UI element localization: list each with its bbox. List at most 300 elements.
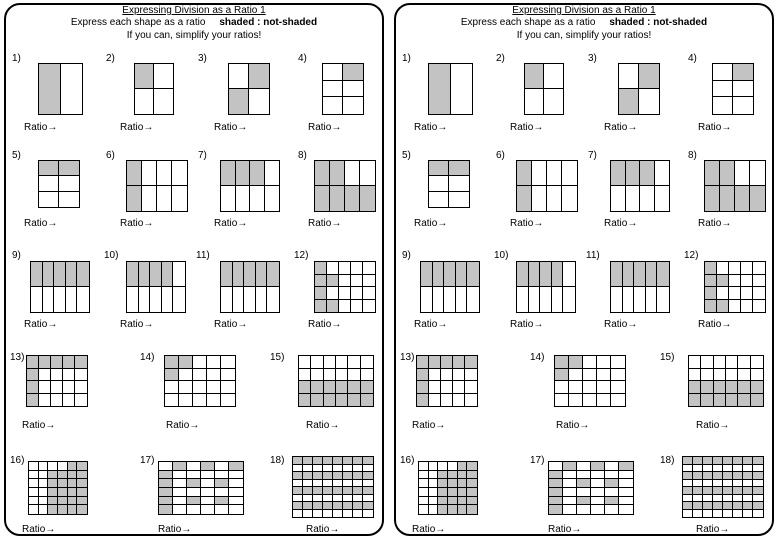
shaded-cell (324, 381, 336, 394)
question-number: 7) (198, 150, 207, 161)
shaded-cell (703, 487, 713, 495)
unshaded-cell (433, 287, 445, 312)
question-number: 15) (660, 352, 675, 363)
shaded-cell (569, 356, 583, 369)
unshaded-cell (311, 356, 323, 369)
unshaded-cell (165, 381, 179, 394)
unshaded-cell (229, 505, 243, 514)
shaded-cell (705, 287, 717, 300)
shaded-cell (39, 64, 61, 114)
shaded-cell (315, 300, 327, 313)
unshaded-cell (221, 356, 235, 369)
shaded-cell (293, 457, 303, 465)
unshaded-cell (221, 369, 235, 382)
unshaded-cell (51, 381, 63, 394)
unshaded-cell (221, 381, 235, 394)
shaded-cell (623, 262, 635, 287)
shaded-cell (343, 472, 353, 480)
shaded-cell (733, 472, 743, 480)
ratio-answer-label: Ratio→ (698, 319, 732, 330)
unshaded-cell (751, 356, 763, 369)
unshaded-cell (583, 381, 597, 394)
shaded-cell (743, 502, 753, 510)
shaded-cell (465, 356, 477, 369)
unshaded-cell (363, 287, 375, 300)
shaded-cell (467, 262, 479, 287)
shaded-cell (448, 471, 458, 480)
unshaded-cell (569, 381, 583, 394)
unshaded-cell (465, 394, 477, 407)
unshaded-cell (634, 287, 646, 312)
shaded-cell (417, 369, 429, 382)
shaded-cell (127, 161, 142, 186)
unshaded-cell (729, 262, 741, 275)
unshaded-cell (555, 394, 569, 407)
unshaded-cell (333, 480, 343, 488)
question-number: 12) (294, 250, 309, 261)
unshaded-cell (597, 381, 611, 394)
instructions-ratio-format: shaded : not-shaded (219, 17, 318, 28)
unshaded-cell (441, 369, 453, 382)
shaded-cell (336, 394, 348, 407)
shape-grid (228, 63, 270, 115)
unshaded-cell (135, 89, 154, 114)
shape-grid (516, 261, 576, 313)
shaded-cell (54, 262, 66, 287)
unshaded-cell (172, 186, 187, 211)
unshaded-cell (429, 497, 439, 506)
shaded-cell (66, 262, 78, 287)
shape-grid (126, 261, 186, 313)
shaded-cell (127, 262, 139, 287)
unshaded-cell (351, 287, 363, 300)
unshaded-cell (619, 497, 633, 506)
ratio-answer-label: Ratio→ (306, 420, 340, 431)
shaded-cell (705, 275, 717, 288)
shaded-cell (701, 381, 713, 394)
shaded-cell (215, 479, 229, 488)
shaded-cell (77, 497, 87, 506)
question-number: 9) (402, 250, 411, 261)
shaded-cell (458, 497, 468, 506)
ratio-answer-label: Ratio→ (604, 218, 638, 229)
shaded-cell (458, 505, 468, 514)
unshaded-cell (75, 369, 87, 382)
unshaded-cell (29, 462, 39, 471)
question-number: 1) (12, 53, 21, 64)
shaded-cell (244, 262, 256, 287)
unshaded-cell (207, 381, 221, 394)
unshaded-cell (419, 505, 429, 514)
unshaded-cell (303, 510, 313, 518)
unshaded-cell (327, 287, 339, 300)
simplify-instruction: If you can, simplify your ratios! (516, 30, 652, 41)
unshaded-cell (348, 369, 360, 382)
shaded-cell (723, 487, 733, 495)
question-number: 12) (684, 250, 699, 261)
ratio-answer-label: Ratio→ (120, 122, 154, 133)
shaded-cell (39, 356, 51, 369)
shaded-cell (27, 381, 39, 394)
unshaded-cell (66, 287, 78, 312)
shaded-cell (735, 186, 750, 211)
question-number: 8) (688, 150, 697, 161)
unshaded-cell (444, 287, 456, 312)
unshaded-cell (517, 287, 529, 312)
unshaded-cell (547, 161, 562, 186)
unshaded-cell (563, 505, 577, 514)
shaded-cell (48, 471, 58, 480)
unshaded-cell (729, 287, 741, 300)
shaded-cell (713, 502, 723, 510)
unshaded-cell (187, 505, 201, 514)
shaded-cell (303, 457, 313, 465)
shaded-cell (529, 262, 541, 287)
unshaded-cell (51, 394, 63, 407)
unshaded-cell (299, 369, 311, 382)
shaded-cell (330, 186, 345, 211)
ratio-answer-label: Ratio→ (604, 122, 638, 133)
unshaded-cell (465, 381, 477, 394)
ratio-answer-label: Ratio→ (556, 420, 590, 431)
unshaded-cell (221, 186, 236, 211)
unshaded-cell (221, 394, 235, 407)
shaded-cell (726, 394, 738, 407)
unshaded-cell (713, 465, 723, 473)
shaded-cell (714, 394, 726, 407)
unshaded-cell (193, 356, 207, 369)
unshaded-cell (713, 81, 733, 98)
unshaded-cell (429, 479, 439, 488)
shaded-cell (313, 457, 323, 465)
shaded-cell (703, 472, 713, 480)
unshaded-cell (640, 186, 655, 211)
shape-grid (688, 355, 764, 407)
shaded-cell (68, 488, 78, 497)
unshaded-cell (429, 471, 439, 480)
unshaded-cell (623, 287, 635, 312)
unshaded-cell (339, 287, 351, 300)
unshaded-cell (215, 462, 229, 471)
shaded-cell (333, 457, 343, 465)
unshaded-cell (583, 369, 597, 382)
unshaded-cell (193, 381, 207, 394)
unshaded-cell (187, 462, 201, 471)
unshaded-cell (605, 471, 619, 480)
unshaded-cell (733, 465, 743, 473)
unshaded-cell (127, 287, 139, 312)
shaded-cell (467, 505, 477, 514)
shaded-cell (343, 457, 353, 465)
unshaded-cell (429, 488, 439, 497)
unshaded-cell (39, 497, 49, 506)
unshaded-cell (207, 369, 221, 382)
unshaded-cell (611, 394, 625, 407)
unshaded-cell (429, 192, 449, 207)
shaded-cell (751, 381, 763, 394)
unshaded-cell (159, 462, 173, 471)
unshaded-cell (689, 356, 701, 369)
shaded-cell (640, 161, 655, 186)
shaded-cell (215, 497, 229, 506)
shaded-cell (713, 457, 723, 465)
unshaded-cell (429, 505, 439, 514)
unshaded-cell (429, 369, 441, 382)
instructions-line (396, 17, 772, 29)
unshaded-cell (229, 64, 249, 89)
shaded-cell (646, 262, 658, 287)
shaded-cell (467, 497, 477, 506)
shaded-cell (324, 394, 336, 407)
unshaded-cell (353, 465, 363, 473)
ratio-answer-label: Ratio→ (166, 420, 200, 431)
unshaded-cell (333, 495, 343, 503)
unshaded-cell (201, 497, 215, 506)
unshaded-cell (713, 97, 733, 114)
unshaded-cell (544, 64, 563, 89)
shaded-cell (743, 457, 753, 465)
unshaded-cell (611, 287, 623, 312)
unshaded-cell (597, 394, 611, 407)
question-number: 1) (402, 53, 411, 64)
shaded-cell (626, 161, 641, 186)
shaded-cell (723, 457, 733, 465)
ratio-answer-label: Ratio→ (510, 319, 544, 330)
unshaded-cell (39, 394, 51, 407)
shape-grid (704, 160, 766, 212)
unshaded-cell (741, 275, 753, 288)
unshaded-cell (351, 275, 363, 288)
ratio-answer-label: Ratio→ (306, 524, 340, 535)
unshaded-cell (324, 356, 336, 369)
shaded-cell (733, 487, 743, 495)
shaded-cell (165, 356, 179, 369)
simplify-instruction: If you can, simplify your ratios! (126, 30, 262, 41)
shaded-cell (723, 502, 733, 510)
question-number: 18) (660, 455, 675, 466)
shape-grid (126, 160, 188, 212)
unshaded-cell (150, 287, 162, 312)
shape-grid (420, 261, 480, 313)
unshaded-cell (562, 186, 577, 211)
shaded-cell (438, 488, 448, 497)
shaded-cell (77, 462, 87, 471)
unshaded-cell (363, 262, 375, 275)
unshaded-cell (429, 176, 449, 191)
unshaded-cell (717, 262, 729, 275)
unshaded-cell (693, 495, 703, 503)
unshaded-cell (429, 381, 441, 394)
unshaded-cell (221, 287, 233, 312)
shaded-cell (336, 381, 348, 394)
unshaded-cell (646, 287, 658, 312)
shaded-cell (159, 479, 173, 488)
unshaded-cell (139, 287, 151, 312)
unshaded-cell (569, 369, 583, 382)
worksheet-title: Expressing Division as a Ratio 1 (512, 5, 656, 16)
shaded-cell (327, 275, 339, 288)
shaded-cell (549, 488, 563, 497)
shaded-cell (159, 497, 173, 506)
shaded-cell (726, 381, 738, 394)
unshaded-cell (733, 495, 743, 503)
unshaded-cell (201, 479, 215, 488)
shaded-cell (705, 161, 720, 186)
unshaded-cell (723, 465, 733, 473)
unshaded-cell (173, 287, 185, 312)
shaded-cell (467, 471, 477, 480)
shaded-cell (591, 462, 605, 471)
ratio-answer-label: Ratio→ (308, 122, 342, 133)
shape-grid (298, 355, 374, 407)
shaded-cell (449, 161, 469, 176)
shape-grid (682, 456, 764, 518)
shaded-cell (348, 381, 360, 394)
shaded-cell (303, 472, 313, 480)
shape-grid (314, 261, 376, 313)
unshaded-cell (343, 510, 353, 518)
shaded-cell (448, 505, 458, 514)
unshaded-cell (419, 479, 429, 488)
unshaded-cell (193, 394, 207, 407)
shaded-cell (315, 262, 327, 275)
shape-grid (30, 261, 90, 313)
ratio-answer-label: Ratio→ (308, 218, 342, 229)
shaded-cell (293, 502, 303, 510)
shaded-cell (311, 381, 323, 394)
unshaded-cell (453, 381, 465, 394)
unshaded-cell (142, 186, 157, 211)
shape-grid (164, 355, 236, 407)
shaded-cell (293, 487, 303, 495)
unshaded-cell (343, 480, 353, 488)
question-number: 7) (588, 150, 597, 161)
shaded-cell (525, 64, 544, 89)
shaded-cell (343, 487, 353, 495)
ratio-answer-label: Ratio→ (24, 218, 58, 229)
unshaded-cell (419, 488, 429, 497)
shaded-cell (249, 64, 269, 89)
unshaded-cell (59, 192, 79, 207)
unshaded-cell (453, 369, 465, 382)
shaded-cell (139, 262, 151, 287)
unshaded-cell (729, 275, 741, 288)
unshaded-cell (58, 462, 68, 471)
unshaded-cell (323, 510, 333, 518)
shaded-cell (267, 262, 279, 287)
unshaded-cell (29, 471, 39, 480)
unshaded-cell (207, 356, 221, 369)
shape-grid (554, 355, 626, 407)
shaded-cell (458, 462, 468, 471)
unshaded-cell (348, 356, 360, 369)
shaded-cell (31, 262, 43, 287)
shaded-cell (345, 186, 360, 211)
unshaded-cell (563, 287, 575, 312)
shaded-cell (360, 186, 375, 211)
unshaded-cell (229, 488, 243, 497)
ratio-answer-label: Ratio→ (412, 420, 446, 431)
unshaded-cell (735, 161, 750, 186)
unshaded-cell (743, 480, 753, 488)
unshaded-cell (441, 394, 453, 407)
shaded-cell (683, 487, 693, 495)
shaded-cell (549, 479, 563, 488)
unshaded-cell (438, 462, 448, 471)
shape-grid (548, 461, 634, 515)
shaded-cell (27, 356, 39, 369)
shaded-cell (256, 262, 268, 287)
unshaded-cell (39, 176, 59, 191)
shaded-cell (458, 471, 468, 480)
unshaded-cell (453, 394, 465, 407)
shaded-cell (689, 394, 701, 407)
ratio-answer-label: Ratio→ (120, 218, 154, 229)
unshaded-cell (173, 479, 187, 488)
shaded-cell (714, 381, 726, 394)
unshaded-cell (449, 176, 469, 191)
shaded-cell (421, 262, 433, 287)
shaded-cell (363, 457, 373, 465)
shape-grid (418, 461, 478, 515)
shaded-cell (75, 356, 87, 369)
question-number: 13) (10, 352, 25, 363)
shaded-cell (48, 479, 58, 488)
unshaded-cell (353, 510, 363, 518)
unshaded-cell (683, 495, 693, 503)
instructions-text: Express each shape as a ratio (460, 17, 596, 28)
unshaded-cell (324, 369, 336, 382)
shaded-cell (299, 394, 311, 407)
unshaded-cell (448, 462, 458, 471)
unshaded-cell (419, 471, 429, 480)
shaded-cell (59, 161, 79, 176)
shaded-cell (250, 161, 265, 186)
unshaded-cell (465, 369, 477, 382)
unshaded-cell (142, 161, 157, 186)
unshaded-cell (714, 356, 726, 369)
shaded-cell (233, 262, 245, 287)
shaded-cell (693, 487, 703, 495)
unshaded-cell (303, 465, 313, 473)
ratio-answer-label: Ratio→ (22, 524, 56, 535)
shape-grid (428, 160, 470, 208)
shaded-cell (549, 497, 563, 506)
shaded-cell (162, 262, 174, 287)
unshaded-cell (569, 394, 583, 407)
ratio-answer-label: Ratio→ (414, 319, 448, 330)
shaded-cell (303, 502, 313, 510)
shaded-cell (159, 505, 173, 514)
shaded-cell (333, 502, 343, 510)
unshaded-cell (544, 89, 563, 114)
question-number: 13) (400, 352, 415, 363)
unshaded-cell (619, 471, 633, 480)
instructions-line (6, 17, 382, 29)
shaded-cell (313, 472, 323, 480)
shaded-cell (441, 356, 453, 369)
shaded-cell (333, 487, 343, 495)
unshaded-cell (63, 369, 75, 382)
unshaded-cell (29, 479, 39, 488)
unshaded-cell (299, 356, 311, 369)
unshaded-cell (353, 495, 363, 503)
unshaded-cell (451, 64, 473, 114)
shaded-cell (323, 457, 333, 465)
shaded-cell (315, 186, 330, 211)
shaded-cell (48, 505, 58, 514)
unshaded-cell (201, 488, 215, 497)
